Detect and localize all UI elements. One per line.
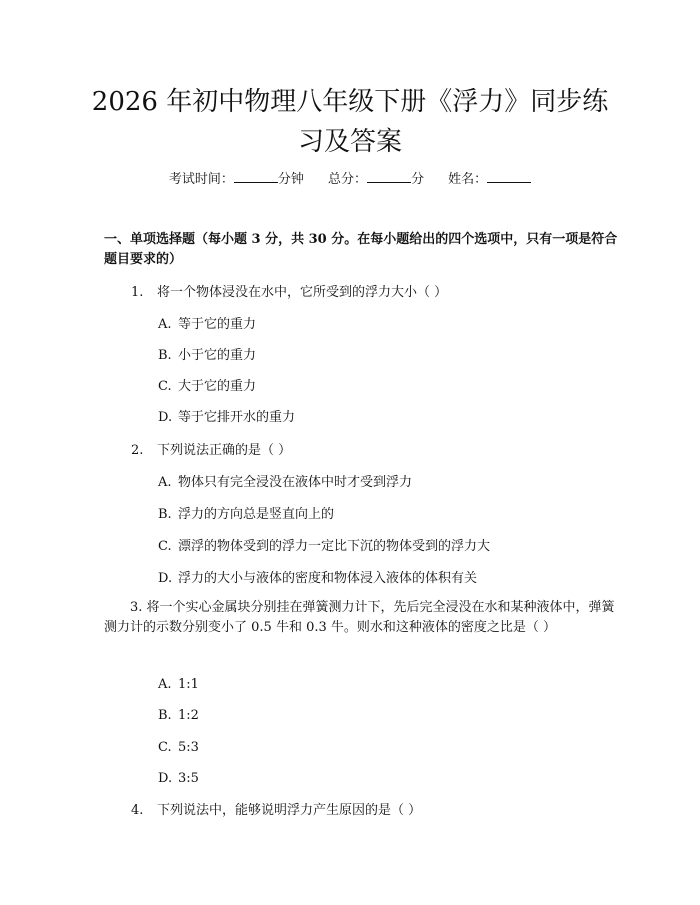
option-text: 等于它的重力 (178, 317, 257, 332)
total-score-label: 总分： (327, 172, 367, 187)
question-text: 将一个物体浸没在水中，它所受到的浮力大小（ ） (157, 285, 448, 300)
question-1 (131, 283, 447, 302)
question-4 (131, 801, 421, 820)
option-letter: B. (158, 348, 172, 363)
option-text: 5:3 (178, 740, 199, 755)
question-2-option-b (158, 505, 334, 524)
question-text: 下列说法正确的是（ ） (157, 443, 292, 458)
option-letter: C. (158, 379, 172, 394)
question-1-option-c (158, 377, 256, 396)
student-name (448, 172, 531, 187)
exam-time-label: 考试时间： (168, 172, 234, 187)
question-3-option-d (158, 769, 199, 788)
question-3-option-c (158, 738, 199, 757)
question-3-option-a (158, 675, 199, 694)
question-2-option-d (158, 569, 477, 588)
option-text: 3:5 (178, 771, 199, 786)
option-text: 物体只有完全浸没在液体中时才受到浮力 (178, 475, 413, 490)
question-1-option-b (158, 346, 256, 365)
question-text: 将一个实心金属块分别挂在弹簧测力计下，先后完全浸没在水和某种液体中，弹簧测力计的示数分别变小了 0.5 牛和 0.3 牛。则水和这种液体的密度之比是（ ） (104, 600, 615, 635)
option-letter: A. (158, 677, 172, 692)
option-letter: D. (158, 771, 173, 786)
option-text: 浮力的方向总是竖直向上的 (178, 507, 335, 522)
student-name-label: 姓名： (448, 172, 488, 187)
option-letter: C. (158, 539, 172, 554)
exam-info-line (0, 170, 700, 189)
question-3-option-b (158, 706, 199, 725)
option-text: 大于它的重力 (178, 379, 257, 394)
question-text: 下列说法中，能够说明浮力产生原因的是（ ） (157, 803, 422, 818)
question-1-option-a (158, 315, 256, 334)
exam-time-blank (234, 170, 278, 183)
option-letter: B. (158, 708, 172, 723)
question-number: 2. (131, 443, 144, 458)
option-letter: D. (158, 410, 173, 425)
option-letter: A. (158, 317, 172, 332)
question-number: 1. (131, 285, 144, 300)
option-text: 小于它的重力 (178, 348, 257, 363)
option-letter: B. (158, 507, 172, 522)
option-letter: C. (158, 740, 172, 755)
total-score (328, 172, 428, 187)
option-text: 漂浮的物体受到的浮力一定比下沉的物体受到的浮力大 (178, 539, 491, 554)
option-text: 浮力的大小与液体的密度和物体浸入液体的体积有关 (178, 571, 478, 586)
total-score-blank (367, 170, 411, 183)
question-number: 3. (130, 600, 143, 615)
option-text: 1:1 (178, 677, 199, 692)
question-2 (131, 441, 291, 460)
option-text: 等于它排开水的重力 (178, 410, 296, 425)
exam-time-unit: 分钟 (277, 172, 304, 187)
question-1-option-d (158, 408, 295, 427)
question-2-option-c (158, 537, 490, 556)
option-letter: A. (158, 475, 172, 490)
exam-time (169, 172, 308, 187)
question-3 (104, 598, 624, 638)
question-number: 4. (131, 803, 144, 818)
question-2-option-a (158, 473, 412, 492)
section-title: 一、单项选择题（每小题 3 分，共 30 分。在每小题给出的四个选项中，只有一项是符合题目要求的） (104, 232, 618, 267)
option-text: 1:2 (178, 708, 199, 723)
student-name-blank (487, 170, 531, 183)
document-title: 2026 年初中物理八年级下册《浮力》同步练习及答案 (91, 87, 609, 157)
total-score-unit: 分 (411, 172, 425, 187)
option-letter: D. (158, 571, 173, 586)
